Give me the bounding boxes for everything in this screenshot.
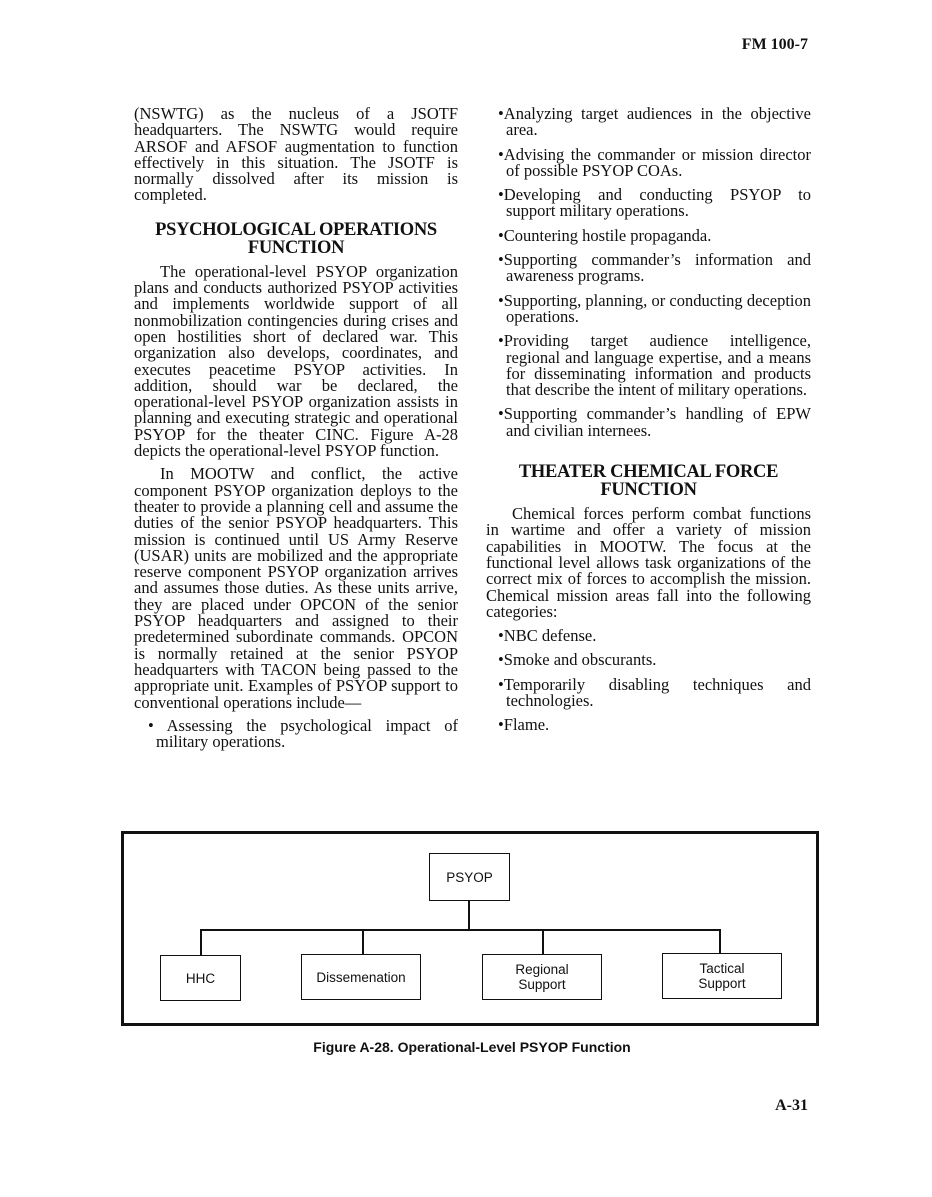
bullet-smoke xyxy=(498,652,811,668)
box-regional-support: Regional Support xyxy=(482,954,602,1000)
running-header: FM 100-7 xyxy=(741,36,808,53)
connector-vertical-main xyxy=(468,901,470,930)
bullet-text: •Supporting commander’s information and awareness programs. xyxy=(498,250,811,286)
box-psyop: PSYOP xyxy=(429,853,510,901)
paragraph-operational-psyop: The operational-level PSYOP organization plans and conducts authorized PSYOP activities and implements worldwide support of all nonmobilization contingencies during crises and open hostilities short of declared war. This organization also develops, coordinates, and executes peacetime PSYOP activities. In addition, should war be declared, the operational-level PSYOP organization assists in planning and executing strategic and operational PSYOP for the theater CINC. Figure A-28 depicts the operational-level PSYOP function. xyxy=(134,261,458,461)
paragraph-chemical: Chemical forces perform combat functions in wartime and offer a variety of mission capabilities in MOOTW. The focus at the functional level allows task organizations of the correct mix of forces to accomplish the mission. Chemical mission areas fall into the following categories: xyxy=(486,504,811,621)
bullet-text: •Countering hostile propaganda. xyxy=(498,225,712,245)
box-dissemination: Dissemenation xyxy=(301,954,421,1000)
bullet-text: •Flame. xyxy=(498,715,550,735)
bullet-epw xyxy=(498,406,811,439)
bullet-countering xyxy=(498,225,811,245)
heading-psyop-line2: FUNCTION xyxy=(247,237,345,258)
bullet-text: •Supporting commander’s handling of EPW and civilian internees. xyxy=(498,404,811,440)
paragraph-nswtg: (NSWTG) as the nucleus of a JSOTF headquarters. The NSWTG would require ARSOF and AFSOF augmentation to function effectively in this situation. The JSOTF is normally dissolved after its mission is completed. xyxy=(134,104,458,205)
connector-hhc xyxy=(200,929,202,955)
page-number: A-31 xyxy=(775,1097,808,1114)
bullet-analyzing xyxy=(498,106,811,139)
bullet-text: •Temporarily disabling techniques and technologies. xyxy=(498,674,811,711)
bullet-text: •NBC defense. xyxy=(498,626,597,646)
right-column xyxy=(486,106,811,734)
bullet-assessing-text: • Assessing the psychological impact of military operations. xyxy=(148,715,458,752)
bullet-text: •Supporting, planning, or conducting deception operations. xyxy=(498,290,811,326)
bullet-text: •Advising the commander or mission director of possible PSYOP COAs. xyxy=(498,144,811,180)
bullet-developing xyxy=(498,187,811,220)
bullet-text: •Providing target audience intelligence, regional and language expertise, and a means for disseminating information and products that describe the intent of military operations. xyxy=(498,331,811,400)
box-tactical-support: Tactical Support xyxy=(662,953,782,999)
connector-regional xyxy=(542,929,544,955)
box-hhc: HHC xyxy=(160,955,241,1001)
heading-psyop-line1: PSYCHOLOGICAL OPERATIONS xyxy=(155,219,437,240)
bullet-flame xyxy=(498,717,811,733)
org-chart-figure xyxy=(121,831,819,1026)
bullet-advising xyxy=(498,144,811,180)
heading-chemical-line2: FUNCTION xyxy=(600,480,697,501)
connector-dissemination xyxy=(362,929,364,955)
bullet-disabling xyxy=(498,674,811,711)
bullet-intelligence xyxy=(498,333,811,398)
bullet-supporting-info xyxy=(498,252,811,285)
bullet-text: •Smoke and obscurants. xyxy=(498,650,657,670)
bullet-text: •Analyzing target audiences in the objective area. xyxy=(498,104,811,140)
bullet-deception xyxy=(498,290,811,326)
bullet-text: •Developing and conducting PSYOP to support military operations. xyxy=(498,185,811,221)
bullet-nbc xyxy=(498,628,811,644)
connector-horizontal xyxy=(200,929,720,931)
heading-chemical-line1: THEATER CHEMICAL FORCE xyxy=(518,462,779,483)
left-column xyxy=(134,106,458,750)
bullet-assessing xyxy=(148,715,458,752)
paragraph-mootw: In MOOTW and conflict, the active component PSYOP organization deploys to the theater to provide a planning cell and assume the duties of the senior PSYOP headquarters. This mission is continued until US Army Reserve (USAR) units are mobilized and the appropriate reserve component PSYOP organization arrives and assumes those duties. As these units arrive, they are placed under OPCON of the senior PSYOP headquarters and assigned to their predetermined subordinate commands. OPCON is normally retained at the senior PSYOP headquarters with TACON being passed to the appropriate unit. Examples of PSYOP support to conventional operations include— xyxy=(134,464,458,712)
figure-caption: Figure A-28. Operational-Level PSYOP Function xyxy=(313,1039,631,1055)
connector-tactical xyxy=(719,929,721,955)
